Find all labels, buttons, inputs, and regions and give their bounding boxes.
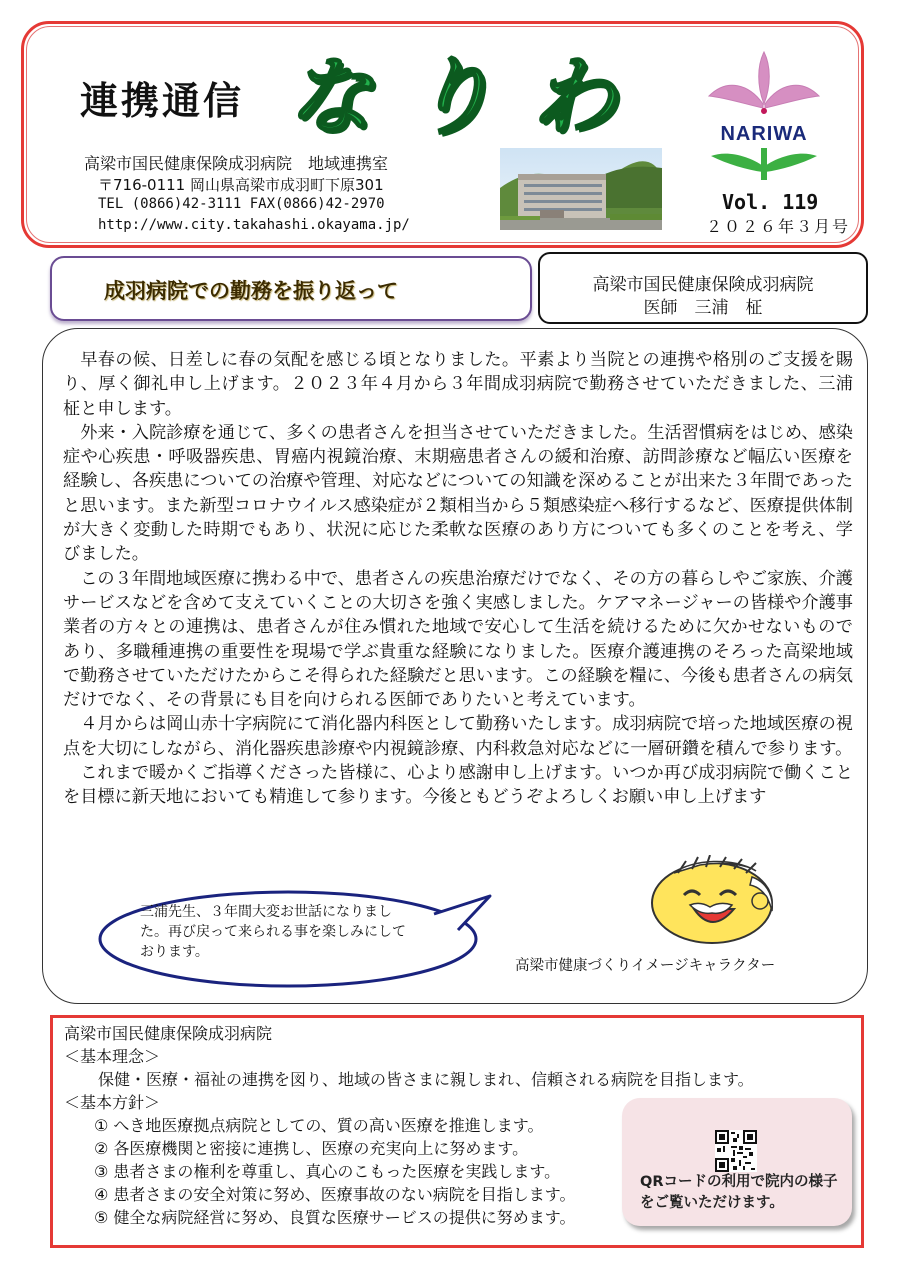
- policy-item: ④ 患者さまの安全対策に努め、医療事故のない病院を目指します。: [94, 1185, 576, 1204]
- qr-code[interactable]: [715, 1130, 757, 1172]
- author-hospital: 高梁市国民健康保険成羽病院: [592, 275, 814, 295]
- article-title: 成羽病院での勤務を振り返って: [104, 279, 398, 303]
- policy-item: ① へき地医療拠点病院としての、質の高い医療を推進します。: [94, 1116, 544, 1135]
- policy-item: ② 各医療機関と密接に連携し、医療の充実向上に努めます。: [94, 1139, 529, 1158]
- philosophy-heading: ＜基本理念＞: [64, 1047, 161, 1066]
- hospital-url[interactable]: http://www.city.takahashi.okayama.jp/: [98, 217, 410, 233]
- hospital-photo: [500, 148, 662, 230]
- philosophy-text: 保健・医療・福祉の連携を図り、地域の皆さまに親しまれ、信頼される病院を目指します。: [98, 1070, 754, 1089]
- newsletter-name: なりわ: [288, 47, 655, 146]
- article-body: [63, 348, 853, 810]
- paragraph: この３年間地域医療に携わる中で、患者さんの疾患治療だけでなく、その方の暮らしやご家族、介護サービスなどを含めて支えていくことの大切さを強く実感しました。ケアマネージャーの皆様や介護事業者の方々との連携は、患者さんが住み慣れた地域で安心して生活を続けるために欠かせないものであり、多職種連携の重要性を現場で学ぶ貴重な経験になりました。医療介護連携のそろった高梁地域で勤務させていただけたからこそ得られた経験だと思います。この経験を糧に、今後も患者さんの病気だけでなく、その背景にも目を向けられる医師でありたいと考えています。: [63, 568, 853, 711]
- paragraph: 早春の候、日差しに春の気配を感じる頃となりました。平素より当院との連携や格別のご支援を賜り、厚く御礼申し上げます。２０２３年４月から３年間成羽病院で勤務させていただきました、三浦 柾と申します。: [63, 350, 853, 419]
- hospital-tel-fax: TEL (0866)42-3111 FAX(0866)42-2970: [98, 196, 385, 212]
- paragraph: ４月からは岡山赤十字病院にて消化器内科医として勤務いたします。成羽病院で培った地域医療の視点を大切にしながら、消化器疾患診療や内視鏡診療、内科救急対応などに一層研鑽を積んで参ります。: [63, 714, 853, 759]
- bubble-text: 三浦先生、３年間大変お世話になりました。再び戻って来られる事を楽しみにしております。: [140, 904, 406, 960]
- paragraph: 外来・入院診療を通じて、多くの患者さんを担当させていただきました。生活習慣病をはじめ、感染症や心疾患・呼吸器疾患、胃癌内視鏡治療、末期癌患者さんの緩和治療、訪問診療など幅広い医療を経験し、各疾患についての治療や管理、対応などについての知識を深めることが出来た３年間であったと思います。また新型コロナウイルス感染症が２類相当から５類感染症へ移行するなど、医療提供体制が大きく変動した時期でもあり、状況に応じた柔軟な医療のあり方についても多くのことを考え、学びました。: [63, 422, 853, 565]
- policy-heading: ＜基本方針＞: [64, 1093, 161, 1112]
- nariwa-logo: [705, 48, 823, 180]
- mascot-caption: 高梁市健康づくりイメージキャラクター: [515, 958, 776, 974]
- hospital-name: 高梁市国民健康保険成羽病院 地域連携室: [84, 154, 389, 173]
- paragraph: これまで暖かくご指導くださった皆様に、心より感謝申し上げます。いつか再び成羽病院で働くことを目標に新天地においても精進して参ります。今後ともどうぞよろしくお願い申し上げます: [63, 763, 853, 808]
- issue-date: ２０２６年３月号: [706, 217, 851, 236]
- series-title: 連携通信: [80, 79, 245, 123]
- volume-number: Vol. 119: [722, 190, 819, 214]
- logo-text: NARIWA: [720, 123, 808, 145]
- policy-item: ⑤ 健全な病院経営に努め、良質な医療サービスの提供に努めます。: [94, 1208, 576, 1227]
- mascot-character: [640, 855, 790, 945]
- qr-caption: QRコードの利用で院内の様子をご覧いただけます。: [640, 1174, 838, 1211]
- hospital-address: 〒716-0111 岡山県高梁市成羽町下原301: [98, 176, 384, 194]
- policy-item: ③ 患者さまの権利を尊重し、真心のこもった医療を実践します。: [94, 1162, 561, 1181]
- org-name: 高梁市国民健康保険成羽病院: [64, 1024, 273, 1043]
- author-name: 医師 三浦 柾: [643, 298, 763, 318]
